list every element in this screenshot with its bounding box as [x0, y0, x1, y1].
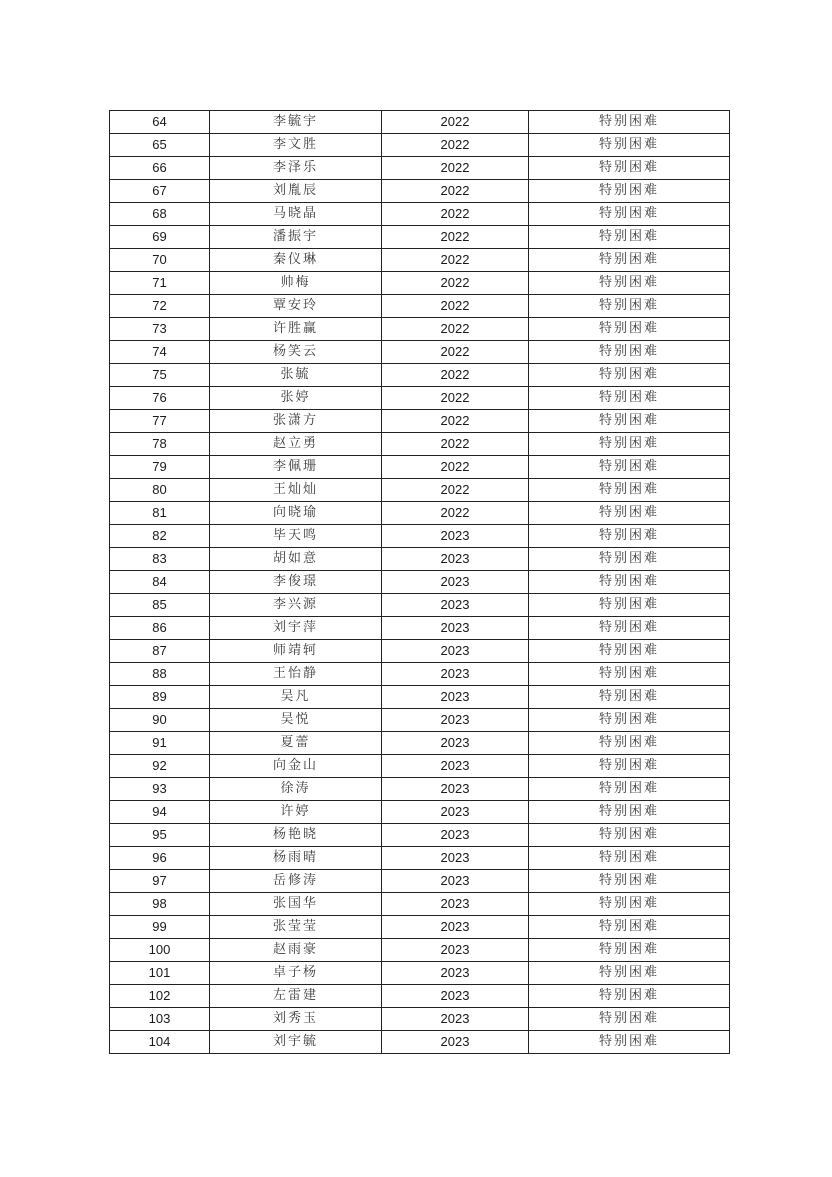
- student-name-cell: 潘振宇: [210, 226, 382, 249]
- difficulty-category-cell: 特别困难: [529, 502, 730, 525]
- table-row: [110, 824, 730, 847]
- table-row: [110, 801, 730, 824]
- year-cell: 2023: [382, 640, 529, 663]
- difficulty-category-cell: 特别困难: [529, 663, 730, 686]
- table-row: [110, 364, 730, 387]
- student-name-cell: 马晓晶: [210, 203, 382, 226]
- difficulty-category-cell: 特别困难: [529, 939, 730, 962]
- year-cell: 2023: [382, 778, 529, 801]
- student-name-cell: 李毓宇: [210, 111, 382, 134]
- year-cell: 2023: [382, 686, 529, 709]
- student-name-cell: 刘宇萍: [210, 617, 382, 640]
- row-number-cell: 64: [110, 111, 210, 134]
- table-row: [110, 847, 730, 870]
- difficulty-category-cell: 特别困难: [529, 709, 730, 732]
- year-cell: 2022: [382, 479, 529, 502]
- year-cell: 2022: [382, 410, 529, 433]
- difficulty-category-cell: 特别困难: [529, 525, 730, 548]
- student-name-cell: 秦仪琳: [210, 249, 382, 272]
- difficulty-category-cell: 特别困难: [529, 479, 730, 502]
- year-cell: 2022: [382, 134, 529, 157]
- year-cell: 2023: [382, 893, 529, 916]
- difficulty-category-cell: 特别困难: [529, 732, 730, 755]
- row-number-cell: 98: [110, 893, 210, 916]
- year-cell: 2022: [382, 318, 529, 341]
- row-number-cell: 80: [110, 479, 210, 502]
- year-cell: 2023: [382, 824, 529, 847]
- student-name-cell: 张婷: [210, 387, 382, 410]
- year-cell: 2023: [382, 985, 529, 1008]
- row-number-cell: 84: [110, 571, 210, 594]
- row-number-cell: 91: [110, 732, 210, 755]
- difficulty-category-cell: 特别困难: [529, 617, 730, 640]
- student-name-cell: 岳修涛: [210, 870, 382, 893]
- row-number-cell: 65: [110, 134, 210, 157]
- year-cell: 2023: [382, 939, 529, 962]
- row-number-cell: 69: [110, 226, 210, 249]
- table-row: [110, 341, 730, 364]
- student-name-cell: 许婷: [210, 801, 382, 824]
- year-cell: 2023: [382, 548, 529, 571]
- year-cell: 2022: [382, 364, 529, 387]
- year-cell: 2023: [382, 571, 529, 594]
- student-name-cell: 刘胤辰: [210, 180, 382, 203]
- year-cell: 2023: [382, 755, 529, 778]
- difficulty-category-cell: 特别困难: [529, 249, 730, 272]
- student-name-cell: 王灿灿: [210, 479, 382, 502]
- student-name-cell: 赵雨豪: [210, 939, 382, 962]
- difficulty-category-cell: 特别困难: [529, 111, 730, 134]
- table-row: [110, 916, 730, 939]
- difficulty-category-cell: 特别困难: [529, 778, 730, 801]
- year-cell: 2022: [382, 272, 529, 295]
- student-name-cell: 卓子杨: [210, 962, 382, 985]
- row-number-cell: 72: [110, 295, 210, 318]
- student-name-cell: 左雷建: [210, 985, 382, 1008]
- student-name-cell: 向晓瑜: [210, 502, 382, 525]
- year-cell: 2023: [382, 525, 529, 548]
- table-row: [110, 525, 730, 548]
- table-row: [110, 226, 730, 249]
- table-row: [110, 594, 730, 617]
- student-name-cell: 张毓: [210, 364, 382, 387]
- row-number-cell: 66: [110, 157, 210, 180]
- table-row: [110, 548, 730, 571]
- table-row: [110, 318, 730, 341]
- row-number-cell: 99: [110, 916, 210, 939]
- row-number-cell: 73: [110, 318, 210, 341]
- year-cell: 2023: [382, 916, 529, 939]
- year-cell: 2022: [382, 111, 529, 134]
- difficulty-category-cell: 特别困难: [529, 847, 730, 870]
- student-name-cell: 杨雨晴: [210, 847, 382, 870]
- student-name-cell: 张国华: [210, 893, 382, 916]
- table-row: [110, 985, 730, 1008]
- row-number-cell: 89: [110, 686, 210, 709]
- row-number-cell: 95: [110, 824, 210, 847]
- row-number-cell: 67: [110, 180, 210, 203]
- table-row: [110, 962, 730, 985]
- row-number-cell: 97: [110, 870, 210, 893]
- year-cell: 2022: [382, 456, 529, 479]
- year-cell: 2022: [382, 226, 529, 249]
- difficulty-category-cell: 特别困难: [529, 824, 730, 847]
- table-row: [110, 686, 730, 709]
- table-row: [110, 502, 730, 525]
- difficulty-category-cell: 特别困难: [529, 295, 730, 318]
- difficulty-category-cell: 特别困难: [529, 364, 730, 387]
- row-number-cell: 82: [110, 525, 210, 548]
- difficulty-category-cell: 特别困难: [529, 134, 730, 157]
- year-cell: 2022: [382, 341, 529, 364]
- student-name-cell: 李兴源: [210, 594, 382, 617]
- row-number-cell: 68: [110, 203, 210, 226]
- table-row: [110, 134, 730, 157]
- difficulty-category-cell: 特别困难: [529, 1008, 730, 1031]
- table-row: [110, 456, 730, 479]
- difficulty-category-cell: 特别困难: [529, 318, 730, 341]
- student-name-cell: 李俊璟: [210, 571, 382, 594]
- row-number-cell: 104: [110, 1031, 210, 1054]
- table-row: [110, 571, 730, 594]
- table-row: [110, 272, 730, 295]
- difficulty-category-cell: 特别困难: [529, 157, 730, 180]
- student-name-cell: 李泽乐: [210, 157, 382, 180]
- year-cell: 2022: [382, 203, 529, 226]
- difficulty-category-cell: 特别困难: [529, 548, 730, 571]
- row-number-cell: 77: [110, 410, 210, 433]
- table-row: [110, 755, 730, 778]
- student-name-cell: 杨艳晓: [210, 824, 382, 847]
- difficulty-category-cell: 特别困难: [529, 203, 730, 226]
- student-name-cell: 刘宇毓: [210, 1031, 382, 1054]
- difficulty-category-cell: 特别困难: [529, 686, 730, 709]
- difficulty-category-cell: 特别困难: [529, 916, 730, 939]
- difficulty-category-cell: 特别困难: [529, 640, 730, 663]
- student-name-cell: 王怡静: [210, 663, 382, 686]
- difficulty-category-cell: 特别困难: [529, 594, 730, 617]
- year-cell: 2023: [382, 663, 529, 686]
- row-number-cell: 94: [110, 801, 210, 824]
- row-number-cell: 103: [110, 1008, 210, 1031]
- table-row: [110, 111, 730, 134]
- year-cell: 2023: [382, 1031, 529, 1054]
- row-number-cell: 101: [110, 962, 210, 985]
- row-number-cell: 102: [110, 985, 210, 1008]
- table-row: [110, 663, 730, 686]
- difficulty-category-cell: 特别困难: [529, 571, 730, 594]
- row-number-cell: 76: [110, 387, 210, 410]
- difficulty-category-cell: 特别困难: [529, 180, 730, 203]
- difficulty-category-cell: 特别困难: [529, 870, 730, 893]
- year-cell: 2023: [382, 801, 529, 824]
- row-number-cell: 74: [110, 341, 210, 364]
- difficulty-category-cell: 特别困难: [529, 456, 730, 479]
- table-row: [110, 295, 730, 318]
- table-row: [110, 640, 730, 663]
- student-name-cell: 张潇方: [210, 410, 382, 433]
- row-number-cell: 70: [110, 249, 210, 272]
- student-name-cell: 李佩珊: [210, 456, 382, 479]
- student-name-cell: 师靖轲: [210, 640, 382, 663]
- student-name-cell: 杨笑云: [210, 341, 382, 364]
- year-cell: 2023: [382, 847, 529, 870]
- student-name-cell: 毕天鸣: [210, 525, 382, 548]
- student-name-cell: 张莹莹: [210, 916, 382, 939]
- table-row: [110, 157, 730, 180]
- student-name-cell: 夏蕾: [210, 732, 382, 755]
- row-number-cell: 78: [110, 433, 210, 456]
- difficulty-category-cell: 特别困难: [529, 410, 730, 433]
- row-number-cell: 71: [110, 272, 210, 295]
- table-row: [110, 870, 730, 893]
- year-cell: 2022: [382, 433, 529, 456]
- year-cell: 2022: [382, 295, 529, 318]
- difficulty-category-cell: 特别困难: [529, 387, 730, 410]
- row-number-cell: 93: [110, 778, 210, 801]
- difficulty-category-cell: 特别困难: [529, 341, 730, 364]
- table-row: [110, 387, 730, 410]
- year-cell: 2023: [382, 709, 529, 732]
- student-name-cell: 吴悦: [210, 709, 382, 732]
- year-cell: 2022: [382, 387, 529, 410]
- table-row: [110, 778, 730, 801]
- row-number-cell: 75: [110, 364, 210, 387]
- row-number-cell: 85: [110, 594, 210, 617]
- student-name-cell: 赵立勇: [210, 433, 382, 456]
- row-number-cell: 86: [110, 617, 210, 640]
- row-number-cell: 90: [110, 709, 210, 732]
- year-cell: 2023: [382, 594, 529, 617]
- table-row: [110, 203, 730, 226]
- student-name-cell: 徐涛: [210, 778, 382, 801]
- row-number-cell: 92: [110, 755, 210, 778]
- student-name-cell: 帅梅: [210, 272, 382, 295]
- year-cell: 2022: [382, 249, 529, 272]
- year-cell: 2022: [382, 157, 529, 180]
- table-row: [110, 709, 730, 732]
- difficulty-category-cell: 特别困难: [529, 801, 730, 824]
- row-number-cell: 87: [110, 640, 210, 663]
- student-name-cell: 胡如意: [210, 548, 382, 571]
- year-cell: 2023: [382, 1008, 529, 1031]
- row-number-cell: 81: [110, 502, 210, 525]
- difficulty-category-cell: 特别困难: [529, 272, 730, 295]
- difficulty-category-cell: 特别困难: [529, 433, 730, 456]
- table-row: [110, 479, 730, 502]
- table-row: [110, 410, 730, 433]
- difficulty-category-cell: 特别困难: [529, 893, 730, 916]
- row-number-cell: 96: [110, 847, 210, 870]
- difficulty-category-cell: 特别困难: [529, 1031, 730, 1054]
- table-row: [110, 939, 730, 962]
- table-row: [110, 433, 730, 456]
- row-number-cell: 100: [110, 939, 210, 962]
- table-row: [110, 732, 730, 755]
- year-cell: 2022: [382, 502, 529, 525]
- year-cell: 2023: [382, 732, 529, 755]
- table-row: [110, 249, 730, 272]
- student-name-cell: 刘秀玉: [210, 1008, 382, 1031]
- row-number-cell: 88: [110, 663, 210, 686]
- difficulty-category-cell: 特别困难: [529, 962, 730, 985]
- student-name-cell: 许胜赢: [210, 318, 382, 341]
- roster-table: [109, 110, 730, 1054]
- row-number-cell: 83: [110, 548, 210, 571]
- difficulty-category-cell: 特别困难: [529, 755, 730, 778]
- year-cell: 2023: [382, 870, 529, 893]
- student-name-cell: 向金山: [210, 755, 382, 778]
- difficulty-category-cell: 特别困难: [529, 985, 730, 1008]
- roster-table-body: [110, 111, 730, 1054]
- table-row: [110, 1031, 730, 1054]
- table-row: [110, 1008, 730, 1031]
- row-number-cell: 79: [110, 456, 210, 479]
- year-cell: 2022: [382, 180, 529, 203]
- student-name-cell: 李文胜: [210, 134, 382, 157]
- year-cell: 2023: [382, 617, 529, 640]
- difficulty-category-cell: 特别困难: [529, 226, 730, 249]
- table-row: [110, 180, 730, 203]
- table-row: [110, 617, 730, 640]
- table-row: [110, 893, 730, 916]
- student-name-cell: 覃安玲: [210, 295, 382, 318]
- student-name-cell: 吴凡: [210, 686, 382, 709]
- year-cell: 2023: [382, 962, 529, 985]
- roster-sheet: [109, 110, 729, 1054]
